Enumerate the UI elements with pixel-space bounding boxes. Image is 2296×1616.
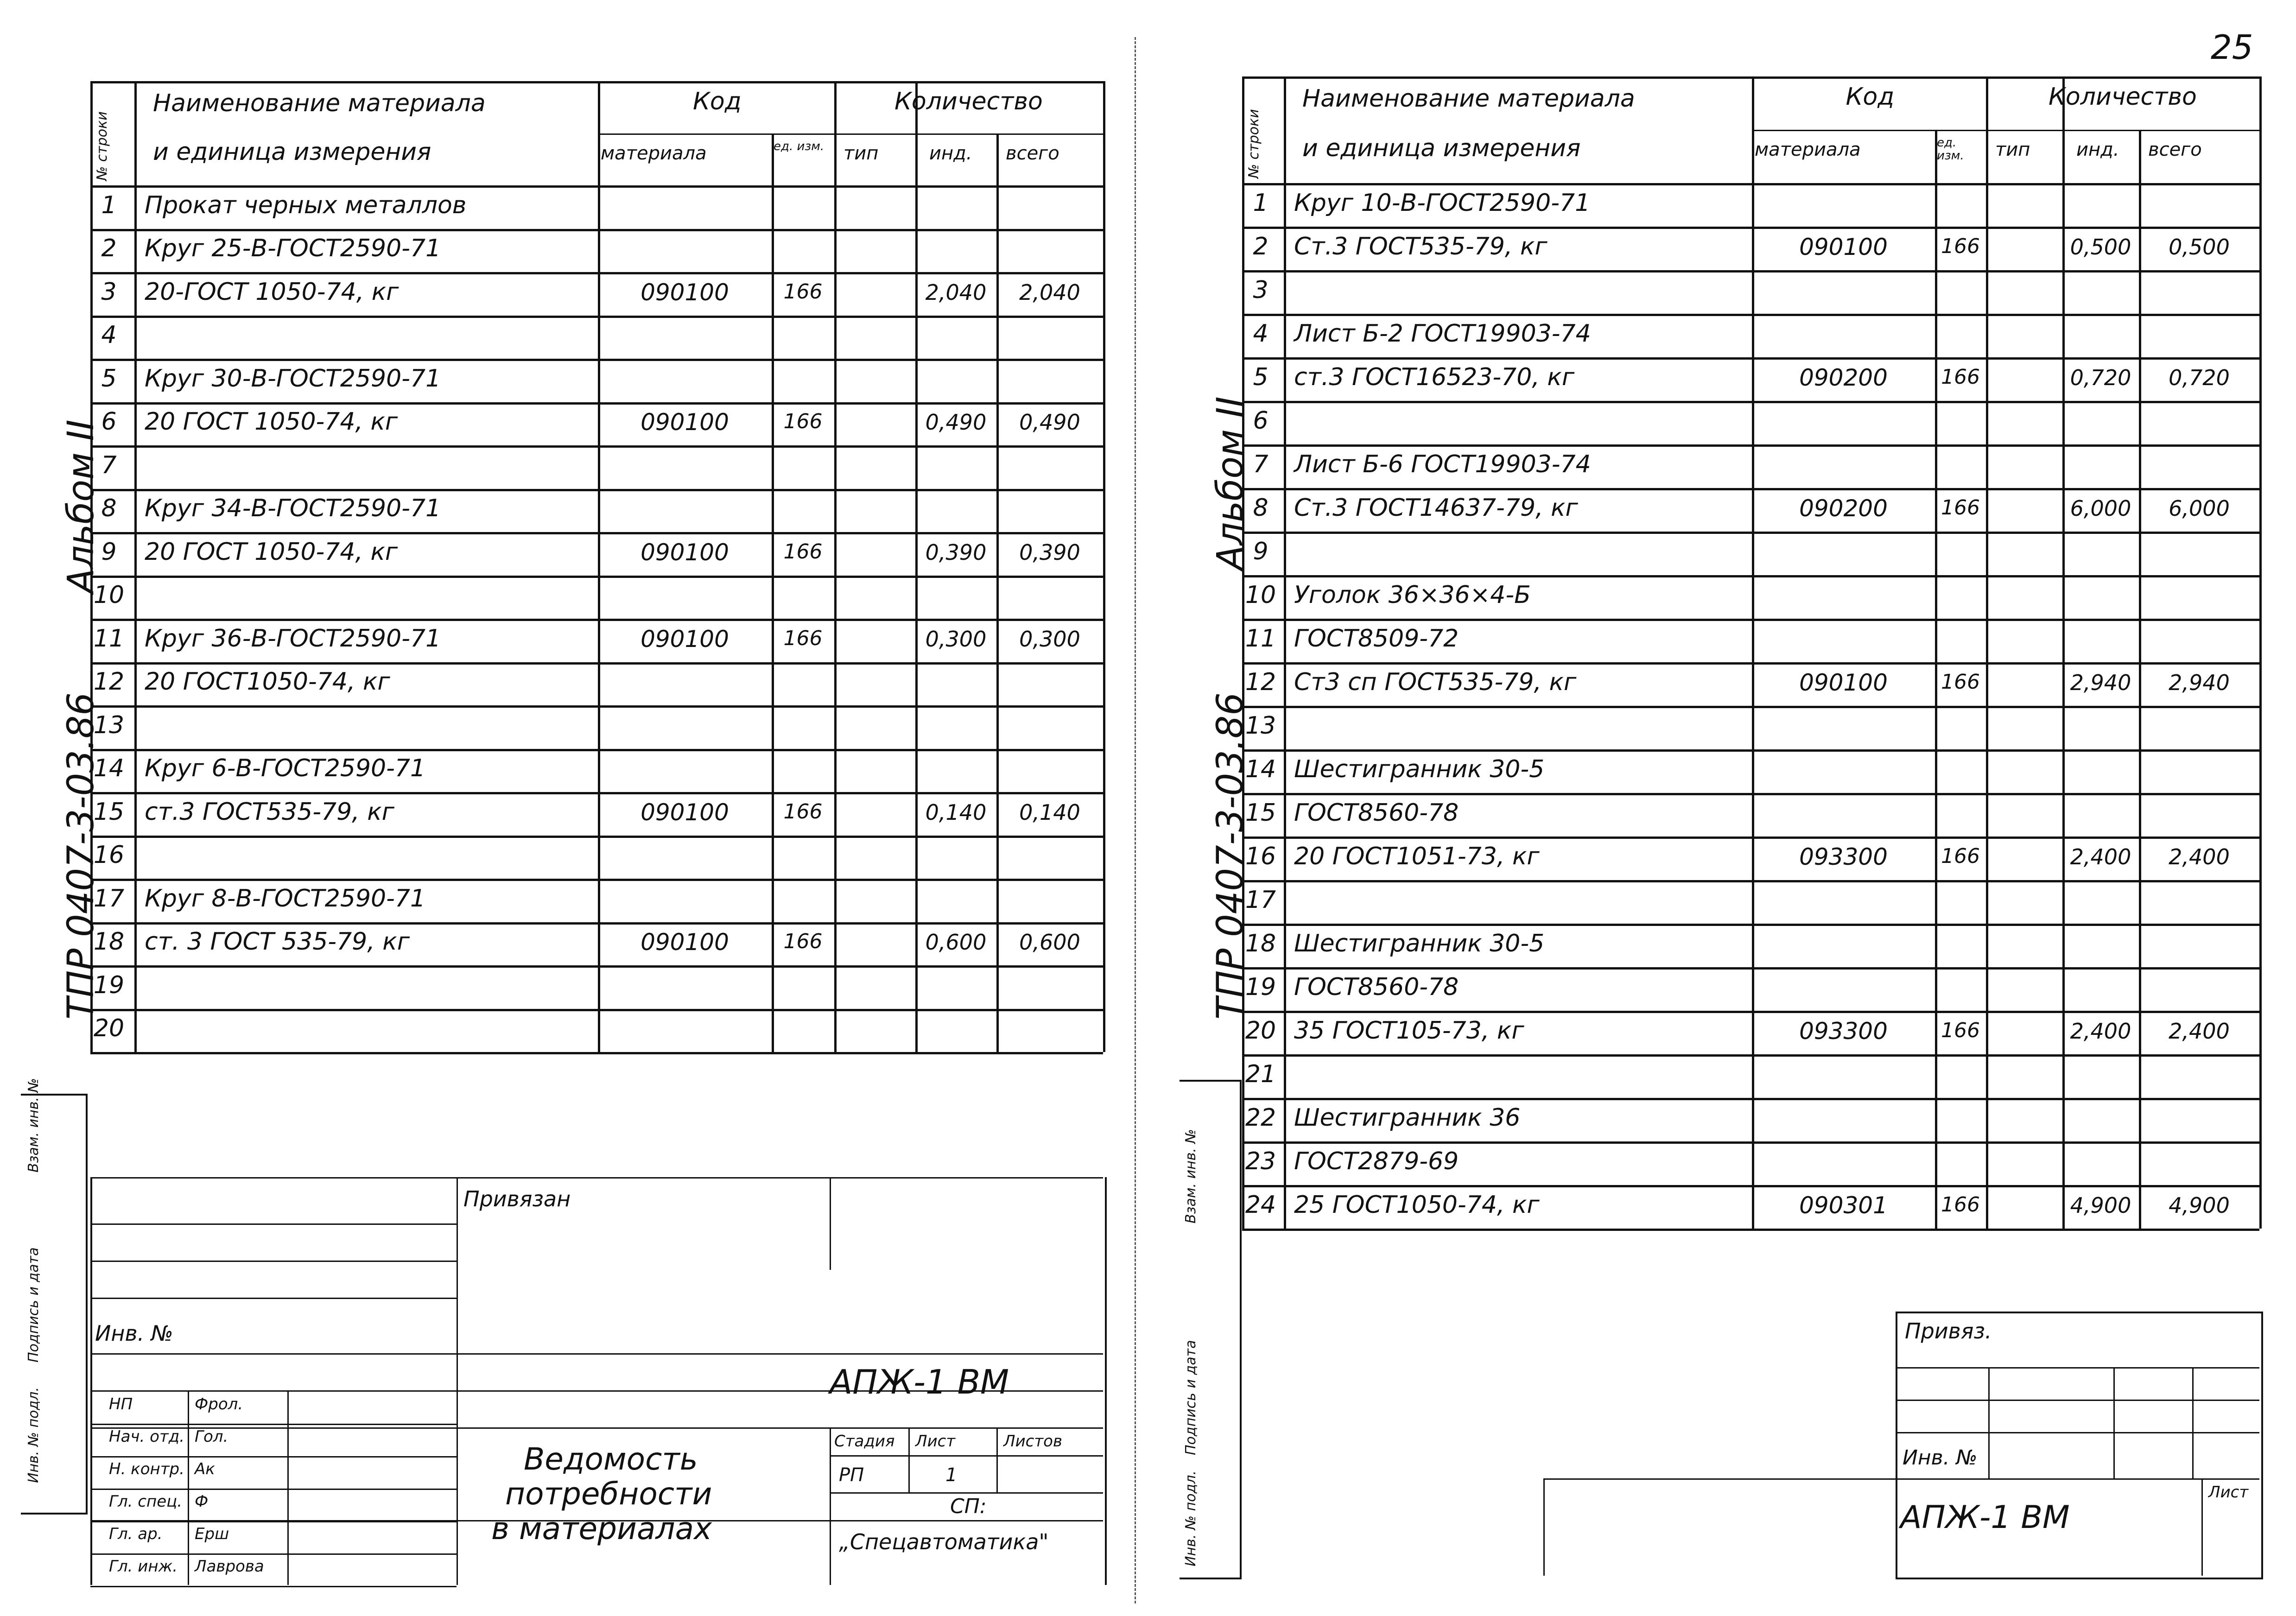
qty-ind: 6,000 — [2070, 496, 2131, 521]
row-line — [90, 576, 1103, 578]
stamp-role: Гл. инж. — [109, 1557, 178, 1576]
qty-ind: 0,490 — [925, 410, 987, 435]
qty-total: 0,140 — [1019, 799, 1080, 825]
material-name: Прокат черных металлов — [145, 191, 467, 219]
row-number: 8 — [1253, 494, 1269, 522]
name-header-line2: и единица измерения — [153, 138, 431, 166]
row-number: 7 — [1253, 450, 1269, 478]
row-line — [90, 359, 1103, 361]
row-number: 8 — [101, 494, 117, 523]
row-line — [1242, 488, 2259, 490]
qty-ind: 0,140 — [925, 799, 987, 825]
qty-type-header: тип — [1995, 139, 2030, 160]
stamp-role: НП — [109, 1395, 133, 1413]
document-code: ТПР 0407-3-03.86 — [60, 692, 102, 1020]
stamp-row-line — [90, 1489, 457, 1490]
code-material-header: материала — [1755, 139, 1861, 160]
row-line — [1242, 357, 2259, 360]
row-line — [1242, 314, 2259, 316]
row-number: 9 — [101, 538, 117, 566]
album-label: Альбом II — [60, 419, 102, 593]
header-bottom — [90, 185, 1103, 188]
org-line2: „Спецавтоматика" — [839, 1529, 1049, 1554]
material-name: Круг 36-В-ГОСТ2590-71 — [145, 624, 441, 653]
row-number: 20 — [93, 1014, 125, 1043]
unit-code: 166 — [783, 410, 823, 434]
row-number: 14 — [1245, 755, 1276, 783]
column-line — [598, 81, 600, 1052]
row-line — [90, 229, 1103, 231]
stamp-code: АПЖ-1 ВМ — [830, 1363, 1009, 1401]
sheet-value: 1 — [945, 1464, 958, 1486]
material-name: ст.3 ГОСТ535-79, кг — [145, 798, 394, 826]
stamp-role: Гл. ар. — [109, 1525, 163, 1543]
header-split-qty — [1986, 130, 2259, 131]
row-line — [90, 445, 1103, 448]
stamp-row-line — [90, 1424, 457, 1425]
name-header-line1: Наименование материала — [153, 89, 486, 117]
row-line — [1242, 1185, 2259, 1187]
unit-code: 166 — [783, 626, 823, 650]
column-line — [2259, 76, 2262, 1229]
row-line — [90, 922, 1103, 925]
row-number: 20 — [1245, 1017, 1276, 1045]
row-number: 13 — [93, 711, 125, 739]
row-number: 5 — [1253, 363, 1269, 391]
stamp-role: Гл. спец. — [109, 1492, 183, 1511]
material-name: 20 ГОСТ1050-74, кг — [145, 668, 390, 696]
side-label-replace-inv: Взам. инв. № — [1183, 1129, 1199, 1223]
row-line — [90, 662, 1103, 665]
document-title-line3: в материалах — [491, 1511, 712, 1546]
right-page — [1159, 0, 2296, 1616]
row-line — [90, 316, 1103, 318]
material-name: 20 ГОСТ 1050-74, кг — [145, 408, 398, 436]
stamp-signature: Ерш — [195, 1525, 229, 1543]
row-line — [1242, 1141, 2259, 1144]
material-name: Круг 25-В-ГОСТ2590-71 — [145, 234, 441, 263]
row-line — [90, 272, 1103, 274]
stamp-row-line — [90, 1586, 457, 1587]
qty-ind: 0,500 — [2070, 234, 2131, 260]
row-number: 22 — [1245, 1104, 1276, 1132]
code-material-header: материала — [601, 142, 707, 164]
table-border-top — [1242, 76, 2259, 79]
material-name: Круг 34-В-ГОСТ2590-71 — [145, 494, 441, 523]
material-name: Лист Б-2 ГОСТ19903-74 — [1294, 320, 1591, 348]
document-title-line1: Ведомость — [524, 1441, 698, 1477]
side-label-signature: Подпись и дата — [25, 1247, 42, 1363]
unit-code: 166 — [1941, 234, 1980, 258]
material-code: 090200 — [1799, 495, 1888, 522]
material-name: Ст3 сп ГОСТ535-79, кг — [1294, 668, 1577, 696]
material-table-right — [1242, 76, 2259, 1229]
material-name: Круг 10-В-ГОСТ2590-71 — [1294, 189, 1591, 217]
qty-total: 0,490 — [1019, 410, 1080, 435]
code-header: Код — [693, 88, 742, 115]
material-code: 090100 — [641, 625, 729, 653]
side-label-replace-inv: Взам. инв. № — [25, 1078, 42, 1172]
row-line — [1242, 401, 2259, 403]
qty-type-header: тип — [844, 142, 879, 164]
row-line — [90, 965, 1103, 968]
material-name: ст. 3 ГОСТ 535-79, кг — [145, 928, 410, 956]
material-code: 090100 — [641, 279, 729, 306]
row-number: 2 — [1253, 233, 1269, 260]
row-number: 24 — [1245, 1191, 1276, 1219]
row-line — [90, 749, 1103, 751]
qty-ind: 2,940 — [2070, 670, 2131, 695]
column-line — [772, 133, 774, 1052]
name-header-line1: Наименование материала — [1302, 85, 1635, 113]
material-name: Лист Б-6 ГОСТ19903-74 — [1294, 450, 1591, 478]
material-name: Круг 6-В-ГОСТ2590-71 — [145, 754, 426, 783]
qty-total: 0,500 — [2169, 234, 2230, 260]
material-name: Шестигранник 36 — [1294, 1104, 1521, 1132]
header-split-code — [1752, 130, 1986, 131]
material-code: 090100 — [1799, 234, 1888, 260]
row-line — [1242, 619, 2259, 621]
stamp-code: АПЖ-1 ВМ — [1900, 1499, 2070, 1536]
qty-total: 2,400 — [2169, 1019, 2230, 1044]
material-code: 090100 — [641, 409, 729, 436]
unit-code: 166 — [1941, 365, 1980, 389]
material-name: 20 ГОСТ 1050-74, кг — [145, 538, 398, 566]
privyazan-label: Привязан — [463, 1186, 571, 1211]
unit-code: 166 — [1941, 844, 1980, 868]
row-line — [90, 705, 1103, 708]
material-name: Ст.3 ГОСТ535-79, кг — [1294, 233, 1548, 260]
fold-line — [1135, 37, 1136, 1603]
qty-ind: 0,600 — [925, 930, 987, 955]
material-name: Уголок 36×36×4-Б — [1294, 581, 1531, 609]
qty-total: 0,720 — [2169, 365, 2230, 390]
row-number: 4 — [101, 321, 117, 349]
material-code: 090301 — [1799, 1192, 1888, 1219]
row-line — [1242, 227, 2259, 229]
album-label: Альбом II — [1210, 396, 1251, 570]
row-number: 5 — [101, 364, 117, 393]
row-line — [1242, 270, 2259, 273]
left-page — [0, 0, 1140, 1616]
material-code: 093300 — [1799, 843, 1888, 870]
unit-code: 166 — [1941, 1193, 1980, 1217]
org-line1: СП: — [950, 1495, 987, 1518]
sheet-header: Лист — [2208, 1483, 2249, 1502]
unit-code: 166 — [783, 279, 823, 304]
qty-total: 2,940 — [2169, 670, 2230, 695]
stamp-row-line — [90, 1456, 457, 1458]
qty-total-header: всего — [2148, 139, 2202, 160]
side-label-inv-orig: Инв. № подл. — [25, 1387, 42, 1483]
row-number: 23 — [1245, 1147, 1276, 1175]
unit-code: 166 — [1941, 1019, 1980, 1042]
document-code: ТПР 0407-3-03.86 — [1210, 692, 1251, 1020]
material-name: Шестигранник 30-5 — [1294, 930, 1545, 957]
row-number: 10 — [93, 581, 125, 609]
stamp-role: Н. контр. — [109, 1460, 184, 1478]
stage-header: Стадия — [834, 1432, 895, 1451]
qty-total: 2,400 — [2169, 844, 2230, 869]
qty-total: 0,300 — [1019, 626, 1080, 652]
row-line — [1242, 1011, 2259, 1013]
qty-ind: 2,040 — [925, 279, 987, 305]
row-line — [1242, 575, 2259, 577]
row-number: 17 — [93, 884, 125, 913]
material-name: 20 ГОСТ1051-73, кг — [1294, 843, 1540, 870]
unit-code: 166 — [1941, 670, 1980, 694]
material-name: ГОСТ8560-78 — [1294, 973, 1459, 1001]
stamp-row-line — [90, 1521, 457, 1522]
material-code: 093300 — [1799, 1018, 1888, 1045]
stamp-signature: Ак — [195, 1460, 215, 1478]
code-unit-header: ед. изм. — [774, 139, 825, 153]
row-line — [1242, 967, 2259, 970]
title-block-right — [1896, 1312, 2263, 1579]
code-unit-header: ед. изм. — [1937, 136, 1964, 163]
row-number: 18 — [1245, 930, 1276, 957]
code-header: Код — [1846, 83, 1895, 111]
stamp-col-line — [287, 1390, 289, 1585]
row-number: 6 — [1253, 407, 1269, 435]
material-code: 090100 — [641, 929, 729, 956]
unit-code: 166 — [783, 539, 823, 564]
material-code: 090100 — [641, 539, 729, 566]
unit-code: 166 — [783, 930, 823, 954]
row-line — [90, 879, 1103, 881]
row-number-header: № строки — [1246, 109, 1262, 178]
row-line — [1242, 1098, 2259, 1100]
row-number: 14 — [93, 754, 125, 783]
inv-no-label: Инв. № — [95, 1321, 173, 1346]
row-number: 17 — [1245, 886, 1276, 914]
row-number: 2 — [101, 234, 117, 263]
table-border-bottom — [1242, 1229, 2259, 1231]
material-code: 090100 — [641, 798, 729, 826]
row-number: 4 — [1253, 320, 1269, 348]
qty-ind: 2,400 — [2070, 1019, 2131, 1044]
header-split-code — [598, 133, 834, 135]
quantity-header: Количество — [894, 88, 1043, 115]
row-number: 1 — [1253, 189, 1269, 217]
row-line — [90, 1009, 1103, 1011]
stamp-role: Нач. отд. — [109, 1427, 185, 1446]
table-border-bottom — [90, 1052, 1103, 1054]
row-number: 19 — [93, 971, 125, 999]
qty-ind: 0,300 — [925, 626, 987, 652]
row-line — [90, 619, 1103, 621]
stage-value: РП — [839, 1464, 864, 1486]
side-label-inv-orig: Инв. № подл. — [1183, 1470, 1199, 1566]
material-name: ГОСТ2879-69 — [1294, 1147, 1459, 1175]
material-name: 20-ГОСТ 1050-74, кг — [145, 278, 399, 306]
material-name: 25 ГОСТ1050-74, кг — [1294, 1191, 1540, 1219]
qty-ind: 4,900 — [2070, 1193, 2131, 1218]
row-number: 19 — [1245, 973, 1276, 1001]
row-number: 12 — [93, 668, 125, 696]
qty-ind-header: инд. — [2076, 139, 2119, 160]
stamp-signature: Фрол. — [195, 1395, 243, 1413]
row-number: 18 — [93, 928, 125, 956]
row-line — [1242, 924, 2259, 926]
row-number: 16 — [93, 841, 125, 869]
row-number: 15 — [1245, 799, 1276, 827]
material-code: 090100 — [1799, 669, 1888, 696]
column-line — [134, 81, 137, 1052]
side-label-signature: Подпись и дата — [1183, 1340, 1199, 1455]
material-name: Ст.3 ГОСТ14637-79, кг — [1294, 494, 1578, 522]
privyazan-label: Привяз. — [1905, 1318, 1992, 1343]
material-table-left — [90, 81, 1103, 1052]
row-line — [1242, 444, 2259, 447]
material-code: 090200 — [1799, 364, 1888, 391]
qty-ind-header: инд. — [929, 142, 972, 164]
column-line — [915, 81, 918, 1052]
row-number: 3 — [101, 278, 117, 306]
unit-code: 166 — [1941, 496, 1980, 520]
stamp-signature: Ф — [195, 1492, 209, 1511]
sheet-number: 25 — [2211, 28, 2253, 67]
sheets-header: Листов — [1003, 1432, 1063, 1451]
row-number: 1 — [101, 191, 117, 219]
qty-ind: 0,720 — [2070, 365, 2131, 390]
qty-ind: 0,390 — [925, 539, 987, 565]
row-number: 6 — [101, 408, 117, 436]
qty-total: 4,900 — [2169, 1193, 2230, 1218]
row-line — [1242, 749, 2259, 752]
unit-code: 166 — [783, 799, 823, 824]
material-name: ГОСТ8560-78 — [1294, 799, 1459, 827]
row-line — [1242, 532, 2259, 534]
row-number: 15 — [93, 798, 125, 826]
row-number: 11 — [93, 624, 125, 653]
row-number: 12 — [1245, 668, 1276, 696]
row-number: 13 — [1245, 712, 1276, 740]
qty-ind: 2,400 — [2070, 844, 2131, 869]
quantity-header: Количество — [2049, 83, 2197, 111]
row-number: 7 — [101, 451, 117, 479]
row-number: 10 — [1245, 581, 1276, 609]
row-line — [90, 532, 1103, 534]
qty-total: 0,600 — [1019, 930, 1080, 955]
column-line — [1103, 81, 1105, 1052]
header-bottom — [1242, 183, 2259, 185]
row-line — [90, 836, 1103, 838]
stamp-col-line — [188, 1390, 189, 1585]
row-number: 11 — [1245, 625, 1276, 653]
row-number: 3 — [1253, 276, 1269, 304]
material-name: ГОСТ8509-72 — [1294, 625, 1459, 653]
stamp-signature: Лаврова — [195, 1557, 264, 1576]
row-line — [1242, 880, 2259, 882]
sheet-header: Лист — [915, 1432, 956, 1451]
column-line — [996, 133, 999, 1052]
header-split-qty — [834, 133, 1103, 135]
row-number-header: № строки — [94, 111, 110, 181]
stamp-row-line — [90, 1553, 457, 1555]
row-number: 21 — [1245, 1060, 1276, 1088]
row-number: 9 — [1253, 538, 1269, 565]
row-line — [90, 402, 1103, 405]
row-line — [1242, 793, 2259, 795]
qty-total-header: всего — [1006, 142, 1059, 164]
row-line — [1242, 1054, 2259, 1057]
inv-no-label: Инв. № — [1903, 1446, 1978, 1470]
table-border-top — [90, 81, 1103, 83]
row-line — [1242, 662, 2259, 665]
name-header-line2: и единица измерения — [1302, 134, 1581, 162]
qty-total: 2,040 — [1019, 279, 1080, 305]
material-name: 35 ГОСТ105-73, кг — [1294, 1017, 1524, 1045]
row-number: 16 — [1245, 843, 1276, 870]
document-title-line2: потребности — [505, 1476, 712, 1512]
material-name: Круг 8-В-ГОСТ2590-71 — [145, 884, 426, 913]
material-name: Шестигранник 30-5 — [1294, 755, 1545, 783]
row-line — [90, 792, 1103, 794]
column-line — [834, 81, 837, 1052]
row-line — [1242, 837, 2259, 839]
material-name: Круг 30-В-ГОСТ2590-71 — [145, 364, 441, 393]
row-line — [90, 489, 1103, 491]
qty-total: 0,390 — [1019, 539, 1080, 565]
material-name: ст.3 ГОСТ16523-70, кг — [1294, 363, 1575, 391]
stamp-signature: Гол. — [195, 1427, 228, 1446]
qty-total: 6,000 — [2169, 496, 2230, 521]
row-line — [1242, 706, 2259, 708]
